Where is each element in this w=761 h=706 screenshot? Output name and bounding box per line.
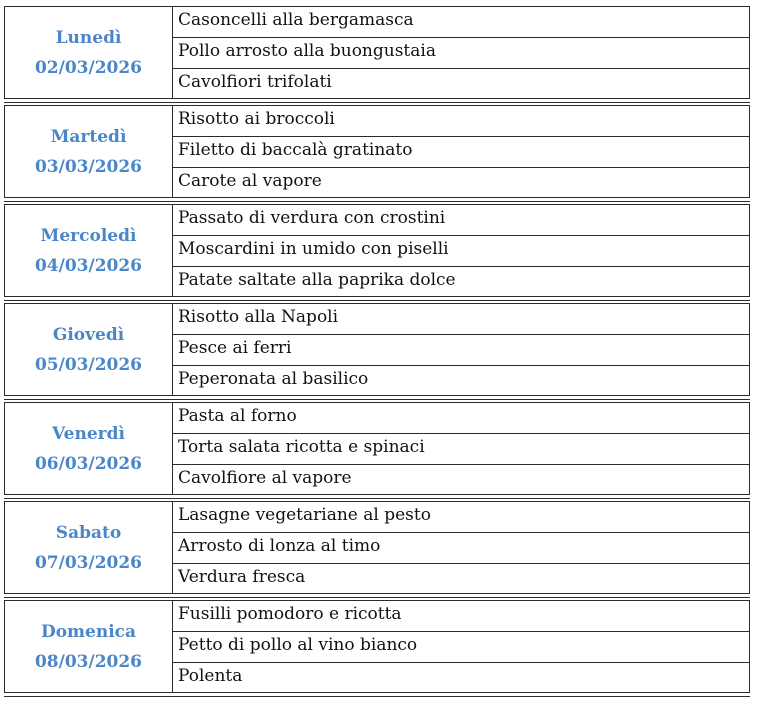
dish-side: Polenta — [178, 666, 243, 686]
dish-first-course: Risotto alla Napoli — [173, 304, 749, 335]
dish-first-course: Fusilli pomodoro e ricotta — [173, 601, 749, 632]
dish-main-course: Filetto di baccalà gratinato — [173, 137, 749, 168]
dish-side: Cavolfiori trifolati — [178, 72, 332, 92]
dish-side: Cavolfiore al vapore — [178, 468, 352, 488]
day-cell — [5, 205, 173, 296]
day-date: 08/03/2026 — [34, 651, 143, 672]
dish-main-course: Arrosto di lonza al timo — [173, 533, 749, 564]
day-name: Giovedì — [52, 324, 125, 345]
dish-first-course: Casoncelli alla bergamasca — [173, 7, 749, 38]
day-cell — [5, 304, 173, 395]
day-cell — [5, 106, 173, 197]
day-date: 06/03/2026 — [34, 453, 143, 474]
day-name: Sabato — [55, 522, 122, 543]
dish-list — [173, 106, 749, 197]
day-cell — [5, 502, 173, 593]
day-block-saturday — [4, 501, 750, 594]
dish-main-course: Torta salata ricotta e spinaci — [173, 434, 749, 465]
dish-list — [173, 502, 749, 593]
day-block-tuesday — [4, 105, 750, 198]
dish-main-course: Petto di pollo al vino bianco — [173, 632, 749, 663]
day-block-thursday — [4, 303, 750, 396]
dish-list — [173, 403, 749, 494]
dish-list — [173, 304, 749, 395]
dish-main-course: Pollo arrosto alla buongustaia — [173, 38, 749, 69]
day-name: Domenica — [40, 621, 137, 642]
day-name: Venerdì — [52, 423, 125, 444]
dish-first-course: Pasta al forno — [173, 403, 749, 434]
dish-side: Carote al vapore — [178, 171, 322, 191]
weekly-menu-table — [4, 6, 750, 699]
day-name: Lunedì — [55, 27, 122, 48]
dish-side: Verdura fresca — [178, 567, 306, 587]
dish-list — [173, 205, 749, 296]
dish-main-course: Moscardini in umido con piselli — [173, 236, 749, 267]
day-date: 05/03/2026 — [34, 354, 143, 375]
day-date: 02/03/2026 — [34, 57, 143, 78]
day-block-monday — [4, 6, 750, 99]
day-block-wednesday — [4, 204, 750, 297]
day-date: 03/03/2026 — [34, 156, 143, 177]
dish-list — [173, 601, 749, 692]
dish-list — [173, 7, 749, 98]
day-block-friday — [4, 402, 750, 495]
dish-main-course: Pesce ai ferri — [173, 335, 749, 366]
dish-first-course: Lasagne vegetariane al pesto — [173, 502, 749, 533]
dish-side: Peperonata al basilico — [178, 369, 369, 389]
day-block-sunday — [4, 600, 750, 693]
dish-first-course: Passato di verdura con crostini — [173, 205, 749, 236]
day-date: 07/03/2026 — [34, 552, 143, 573]
day-cell — [5, 7, 173, 98]
dish-side: Patate saltate alla paprika dolce — [178, 270, 456, 290]
day-cell — [5, 403, 173, 494]
day-name: Martedì — [50, 126, 127, 147]
day-date: 04/03/2026 — [34, 255, 143, 276]
day-name: Mercoledì — [40, 225, 137, 246]
day-cell — [5, 601, 173, 692]
dish-first-course: Risotto ai broccoli — [173, 106, 749, 137]
